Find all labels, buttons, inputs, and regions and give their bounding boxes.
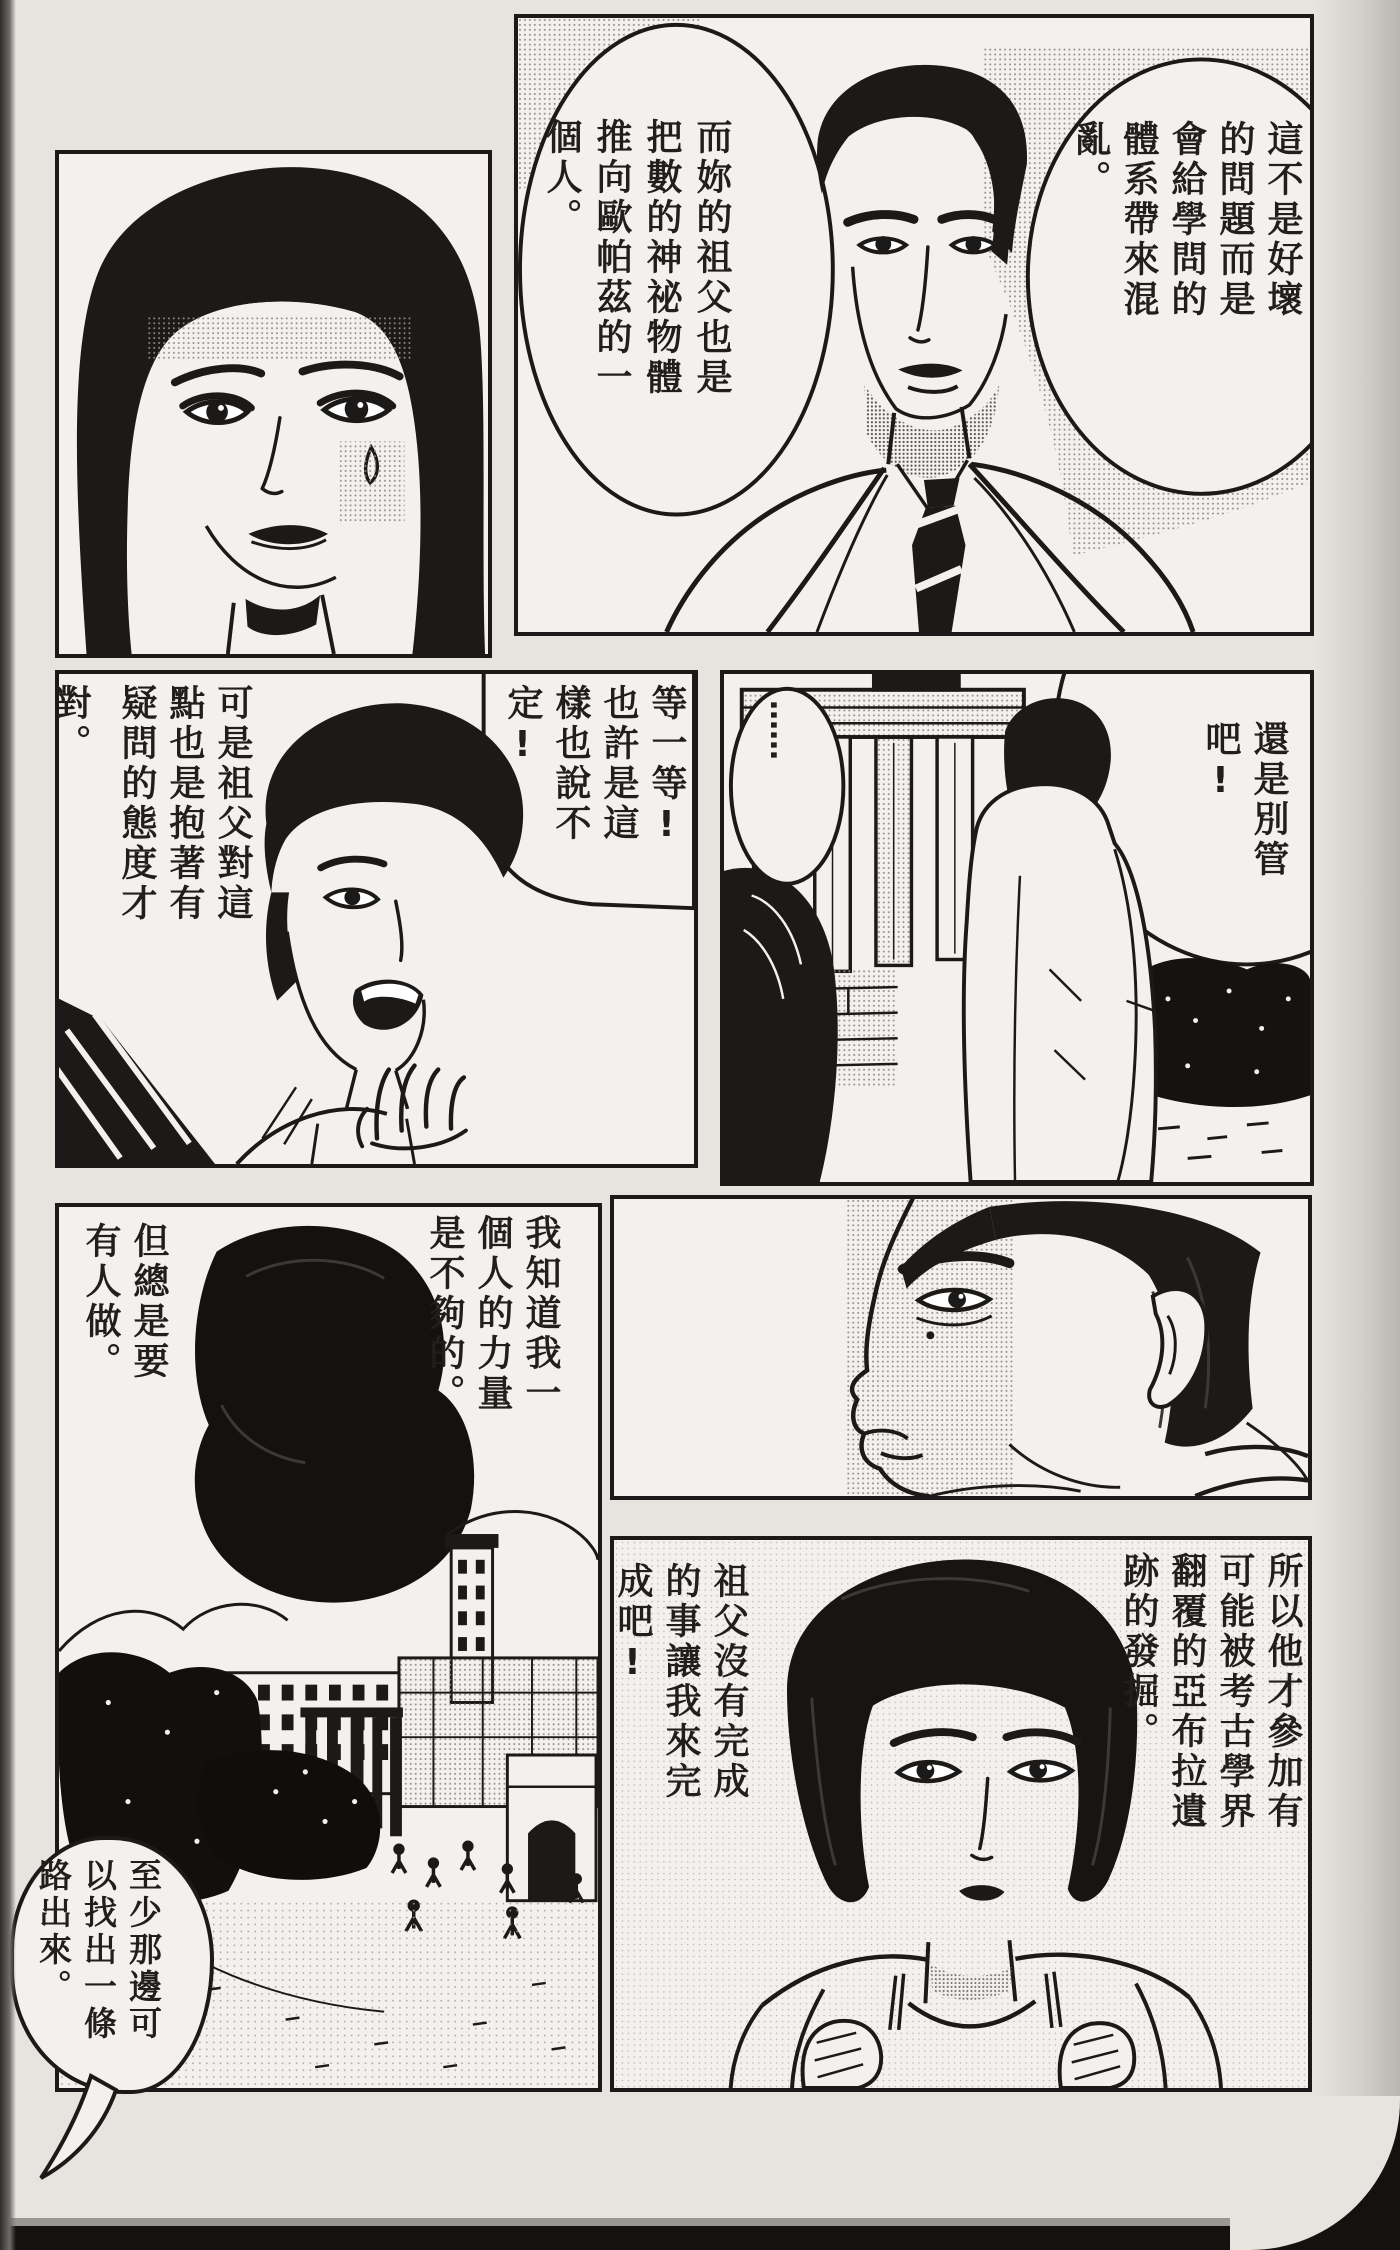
speech-woman-doubt (50, 684, 256, 959)
speech-woman-wait (498, 684, 690, 869)
speech-column: 會給學問的 (1166, 120, 1207, 320)
speech-column: 定! (502, 684, 543, 769)
speech-excavation (1110, 1552, 1306, 1872)
speech-column: 也許是這 (598, 684, 639, 844)
speech-leave-it (1188, 720, 1292, 905)
speech-man-grandfather (534, 118, 736, 438)
speech-column: 把數的神祕物體 (641, 118, 682, 398)
speech-column: 但總是要 (128, 1222, 169, 1382)
speech-column: 點也是抱著有 (164, 684, 205, 924)
speech-column: 是不夠的。 (424, 1214, 465, 1414)
speech-column: 祖父沒有完成 (708, 1562, 749, 1802)
speech-column: 還是別管 (1248, 720, 1289, 880)
speech-column: 對。 (50, 684, 91, 764)
speech-ellipsis (758, 700, 802, 875)
speech-column: 推向歐帕茲的一 (591, 118, 632, 398)
speech-column: 跡的發掘。 (1118, 1552, 1159, 1752)
speech-column: …… (763, 700, 798, 760)
man-profile-art (614, 1199, 1308, 1496)
speech-column: 翻覆的亞布拉遺 (1166, 1552, 1207, 1832)
speech-column: 以找出一條 (79, 1858, 118, 2043)
speech-column: 至少那邊可 (124, 1858, 163, 2043)
panel-row3-right (610, 1195, 1312, 1500)
speech-column: 的事讓我來完 (660, 1562, 701, 1802)
speech-column: 個人。 (541, 118, 582, 238)
panel-top-left (55, 150, 492, 658)
speech-column: 這不是好壞 (1262, 120, 1303, 320)
speech-column: 個人的力量 (472, 1214, 513, 1414)
speech-column: 疑問的態度才 (116, 684, 157, 924)
scan-bottom-edge (0, 2226, 1400, 2250)
speech-column: 有人做。 (80, 1222, 121, 1382)
speech-balloon-tail (36, 2072, 136, 2182)
woman-face-art (59, 154, 488, 654)
scan-bottom-edge-line (0, 2218, 1400, 2226)
speech-column: 吧! (1200, 720, 1241, 805)
speech-column: 樣也說不 (550, 684, 591, 844)
speech-find-a-way (28, 1858, 166, 2073)
speech-column: 而妳的祖父也是 (691, 118, 732, 398)
scan-left-edge (0, 0, 16, 2250)
speech-column: 可能被考古學界 (1214, 1552, 1255, 1832)
speech-know-strength (416, 1214, 564, 1439)
speech-column: 體系帶來混 (1118, 120, 1159, 320)
speech-column: 亂。 (1070, 120, 1111, 200)
speech-column: 所以他才參加有 (1262, 1552, 1303, 1832)
speech-column: 成吧! (612, 1562, 653, 1687)
speech-man-problem (1066, 120, 1306, 360)
speech-column: 路出來。 (34, 1858, 73, 2006)
speech-column: 我知道我一 (520, 1214, 561, 1414)
page-right-margin-shading (1314, 0, 1400, 2250)
speech-column: 等一等! (646, 684, 687, 849)
speech-someone-must (74, 1222, 172, 1392)
speech-column: 可是祖父對這 (212, 684, 253, 924)
speech-column: 的問題而是 (1214, 120, 1255, 320)
speech-finish-work (606, 1562, 752, 1832)
